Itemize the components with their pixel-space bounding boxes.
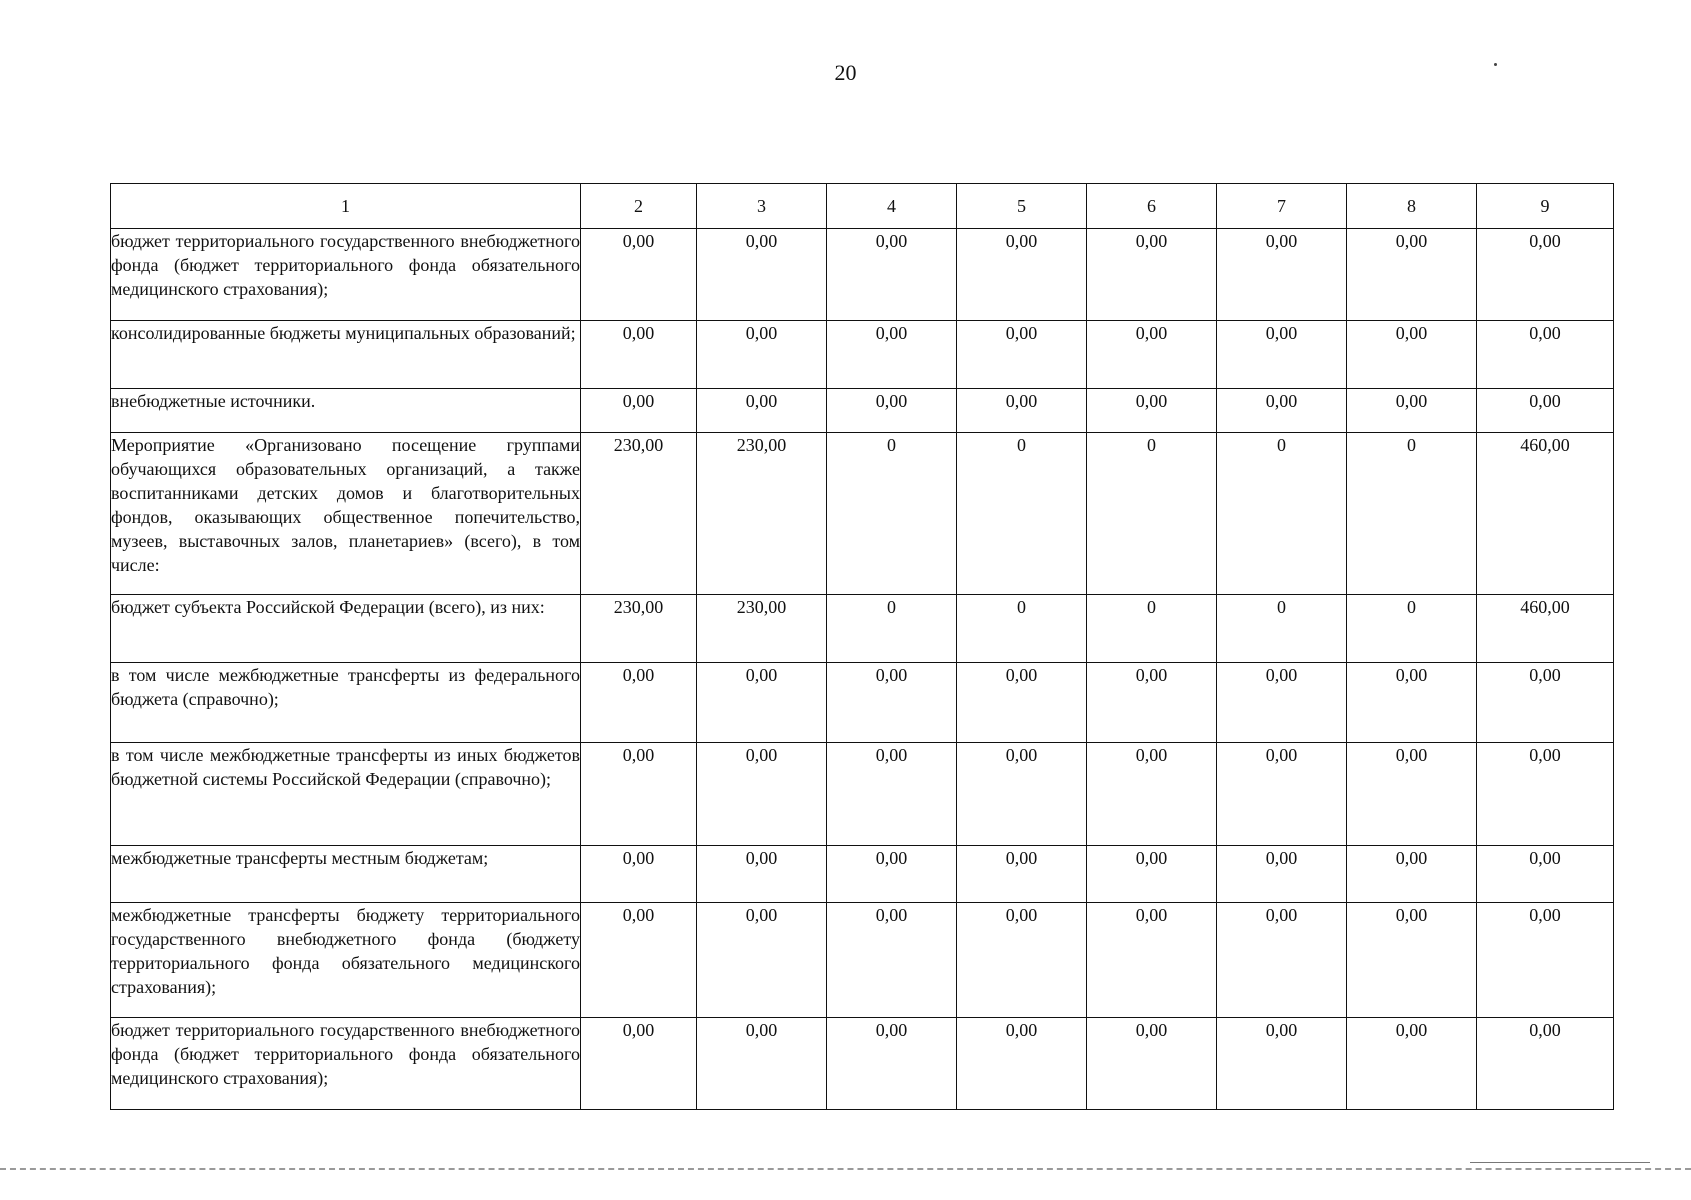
cell-value: 0,00 (1477, 1018, 1614, 1110)
header-col-8: 8 (1347, 184, 1477, 229)
cell-value: 0,00 (957, 1018, 1087, 1110)
cell-value: 0,00 (697, 321, 827, 389)
cell-value: 230,00 (697, 433, 827, 595)
cell-value: 0,00 (1087, 846, 1217, 903)
header-col-3: 3 (697, 184, 827, 229)
cell-value: 0,00 (1217, 321, 1347, 389)
cell-value: 0 (1347, 433, 1477, 595)
cell-value: 0,00 (1477, 663, 1614, 743)
cell-value: 0,00 (581, 229, 697, 321)
cell-value: 230,00 (581, 595, 697, 663)
cell-value: 0 (1217, 433, 1347, 595)
cell-value: 0,00 (1087, 229, 1217, 321)
cell-value: 0,00 (581, 663, 697, 743)
row-label: Мероприятие «Организовано посещение группами обучающихся образовательных организаций, а также воспитанниками детских домов и благотворительных фондов, оказывающих общественное попечительство, музеев, выставочных залов, планетариев» (всего), в том числе: (111, 433, 581, 595)
row-label: бюджет субъекта Российской Федерации (всего), из них: (111, 595, 581, 663)
cell-value: 0 (827, 595, 957, 663)
cell-value: 0,00 (1347, 389, 1477, 433)
cell-value: 0,00 (827, 389, 957, 433)
cell-value: 0,00 (1087, 743, 1217, 846)
cell-value: 0,00 (1477, 389, 1614, 433)
cell-value: 0,00 (1477, 903, 1614, 1018)
cell-value: 0,00 (1217, 743, 1347, 846)
row-label: бюджет территориального государственного внебюджетного фонда (бюджет территориального фонда обязательного медицинского страхования); (111, 229, 581, 321)
cell-value: 0,00 (697, 663, 827, 743)
header-col-4: 4 (827, 184, 957, 229)
cell-value: 0,00 (827, 846, 957, 903)
cell-value: 0,00 (697, 229, 827, 321)
table-row (111, 433, 1614, 595)
header-col-9: 9 (1477, 184, 1614, 229)
cell-value: 0,00 (1347, 663, 1477, 743)
cell-value: 0,00 (697, 1018, 827, 1110)
header-col-2: 2 (581, 184, 697, 229)
header-col-5: 5 (957, 184, 1087, 229)
cell-value: 0,00 (1217, 663, 1347, 743)
cell-value: 0,00 (827, 743, 957, 846)
table-row (111, 1018, 1614, 1110)
cell-value: 0,00 (1217, 846, 1347, 903)
row-label: консолидированные бюджеты муниципальных образований; (111, 321, 581, 389)
cell-value: 0,00 (1087, 903, 1217, 1018)
cell-value: 0,00 (1217, 229, 1347, 321)
scan-edge-line (0, 1168, 1691, 1170)
table-row (111, 846, 1614, 903)
scan-speck (1494, 63, 1497, 66)
cell-value: 0,00 (581, 846, 697, 903)
cell-value: 0,00 (1477, 229, 1614, 321)
cell-value: 0,00 (1347, 1018, 1477, 1110)
cell-value: 0,00 (957, 663, 1087, 743)
cell-value: 0,00 (827, 663, 957, 743)
header-col-7: 7 (1217, 184, 1347, 229)
table-row (111, 903, 1614, 1018)
cell-value: 0,00 (1217, 1018, 1347, 1110)
cell-value: 230,00 (581, 433, 697, 595)
cell-value: 0,00 (957, 389, 1087, 433)
cell-value: 0 (957, 433, 1087, 595)
cell-value: 0,00 (1477, 846, 1614, 903)
cell-value: 0,00 (1217, 903, 1347, 1018)
row-label: внебюджетные источники. (111, 389, 581, 433)
cell-value: 0,00 (1087, 389, 1217, 433)
scan-edge-line-right (1470, 1162, 1650, 1163)
cell-value: 0,00 (957, 846, 1087, 903)
row-label: в том числе межбюджетные трансферты из иных бюджетов бюджетной системы Российской Федерации (справочно); (111, 743, 581, 846)
cell-value: 0,00 (1477, 321, 1614, 389)
cell-value: 0,00 (957, 743, 1087, 846)
cell-value: 0,00 (827, 1018, 957, 1110)
cell-value: 0,00 (697, 743, 827, 846)
cell-value: 460,00 (1477, 433, 1614, 595)
table-row (111, 321, 1614, 389)
cell-value: 0,00 (827, 229, 957, 321)
budget-table (110, 183, 1614, 1110)
cell-value: 0,00 (957, 903, 1087, 1018)
header-row (111, 184, 1614, 229)
cell-value: 0,00 (957, 321, 1087, 389)
header-col-6: 6 (1087, 184, 1217, 229)
row-label: межбюджетные трансферты бюджету территориального государственного внебюджетного фонда (бюджету территориального фонда обязательного медицинского страхования); (111, 903, 581, 1018)
cell-value: 0,00 (581, 389, 697, 433)
cell-value: 0,00 (1087, 1018, 1217, 1110)
cell-value: 0,00 (697, 903, 827, 1018)
cell-value: 0 (1087, 595, 1217, 663)
cell-value: 0,00 (1477, 743, 1614, 846)
cell-value: 0,00 (957, 229, 1087, 321)
row-label: в том числе межбюджетные трансферты из федерального бюджета (справочно); (111, 663, 581, 743)
cell-value: 0,00 (1087, 321, 1217, 389)
cell-value: 0 (1217, 595, 1347, 663)
cell-value: 0,00 (1217, 389, 1347, 433)
page-number: 20 (834, 60, 857, 85)
cell-value: 0,00 (1347, 229, 1477, 321)
row-label: бюджет территориального государственного внебюджетного фонда (бюджет территориального фонда обязательного медицинского страхования); (111, 1018, 581, 1110)
cell-value: 0,00 (1347, 321, 1477, 389)
cell-value: 0,00 (1347, 743, 1477, 846)
cell-value: 0,00 (1087, 663, 1217, 743)
table-row (111, 389, 1614, 433)
table-row (111, 743, 1614, 846)
cell-value: 460,00 (1477, 595, 1614, 663)
cell-value: 230,00 (697, 595, 827, 663)
cell-value: 0 (827, 433, 957, 595)
cell-value: 0,00 (1347, 903, 1477, 1018)
header-col-1: 1 (111, 184, 581, 229)
cell-value: 0,00 (581, 321, 697, 389)
table-row (111, 595, 1614, 663)
cell-value: 0 (1347, 595, 1477, 663)
row-label: межбюджетные трансферты местным бюджетам; (111, 846, 581, 903)
cell-value: 0,00 (581, 903, 697, 1018)
table-row (111, 229, 1614, 321)
cell-value: 0 (1087, 433, 1217, 595)
cell-value: 0,00 (581, 743, 697, 846)
cell-value: 0,00 (581, 1018, 697, 1110)
table-row (111, 663, 1614, 743)
cell-value: 0,00 (697, 389, 827, 433)
cell-value: 0,00 (697, 846, 827, 903)
cell-value: 0,00 (1347, 846, 1477, 903)
cell-value: 0,00 (827, 321, 957, 389)
cell-value: 0 (957, 595, 1087, 663)
cell-value: 0,00 (827, 903, 957, 1018)
